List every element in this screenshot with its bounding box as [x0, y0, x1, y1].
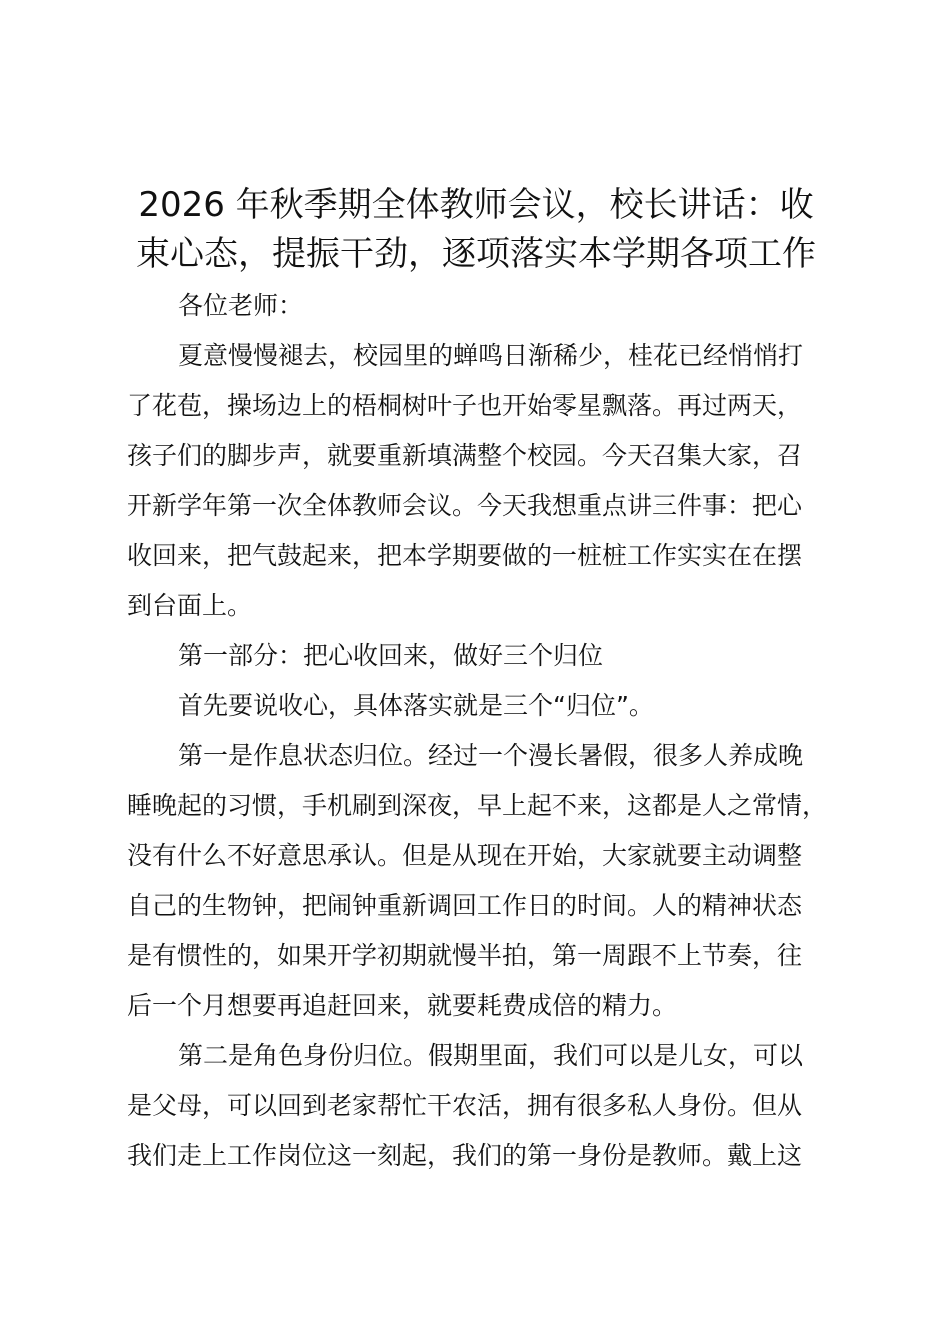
paragraph-summary — [127, 681, 833, 731]
text-line: 是父母，可以回到老家帮忙干农活，拥有很多私人身份。但从 — [127, 1091, 803, 1120]
salutation — [127, 281, 833, 331]
text-line: 是有惯性的，如果开学初期就慢半拍，第一周跟不上节奏，往 — [127, 941, 803, 970]
paragraph-point-one — [127, 731, 833, 1031]
document-body — [127, 281, 833, 1181]
text-line: 夏意慢慢褪去，校园里的蝉鸣日渐稀少，桂花已经悄悄打 — [178, 341, 804, 370]
title-line: 束心态，提振干劲，逐项落实本学期各项工作 — [136, 234, 816, 274]
text-line: 了花苞，操场边上的梧桐树叶子也开始零星飘落。再过两天， — [127, 391, 803, 420]
section-heading — [127, 631, 833, 681]
paragraph-point-two — [127, 1031, 833, 1181]
paragraph-intro — [127, 331, 833, 631]
text-line: 我们走上工作岗位这一刻起，我们的第一身份是教师。戴上这 — [127, 1141, 803, 1170]
text-line: 收回来，把气鼓起来，把本学期要做的一桩桩工作实实在在摆 — [127, 541, 803, 570]
document-title — [120, 181, 832, 279]
text-line: 睡晚起的习惯，手机刷到深夜，早上起不来，这都是人之常情， — [127, 791, 828, 820]
title-line: 2026 年秋季期全体教师会议，校长讲话：收 — [138, 185, 814, 225]
text-line: 第二是角色身份归位。假期里面，我们可以是儿女，可以 — [178, 1041, 804, 1070]
text-line: 后一个月想要再追赶回来，就要耗费成倍的精力。 — [127, 991, 678, 1020]
text-line: 自己的生物钟，把闹钟重新调回工作日的时间。人的精神状态 — [127, 891, 803, 920]
text-line: 第一部分：把心收回来，做好三个归位 — [178, 641, 604, 670]
text-line: 没有什么不好意思承认。但是从现在开始，大家就要主动调整 — [127, 841, 803, 870]
text-line: 第一是作息状态归位。经过一个漫长暑假，很多人养成晚 — [178, 741, 804, 770]
text-line: 首先要说收心，具体落实就是三个“归位”。 — [178, 691, 654, 720]
text-line: 孩子们的脚步声，就要重新填满整个校园。今天召集大家，召 — [127, 441, 803, 470]
text-line: 到台面上。 — [127, 591, 253, 620]
text-line: 各位老师： — [178, 291, 304, 320]
text-line: 开新学年第一次全体教师会议。今天我想重点讲三件事：把心 — [127, 491, 803, 520]
